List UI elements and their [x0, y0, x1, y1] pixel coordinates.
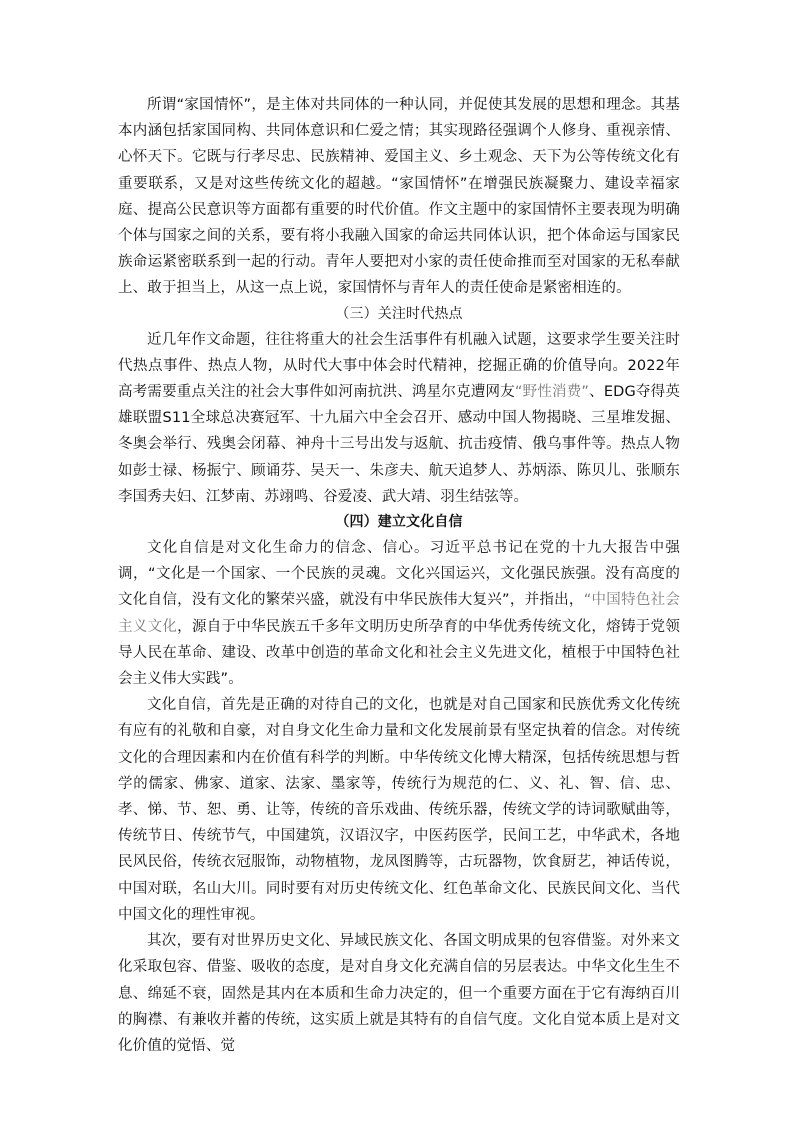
paragraph-own-culture: 文化自信，首先是正确的对待自己的文化，也就是对自己国家和民族优秀文化传统有应有的礼敬和自豪，对自身文化生命力量和文化发展前景有坚定执着的信念。对传统文化的合理因素和内在价值有科学的判断。中华传统文化博大精深，包括传统思想与哲学的儒家、佛家、道家、法家、墨家等，传统行为规范的仁、义、礼、智、信、忠、孝、悌、节、恕、勇、让等，传统的音乐戏曲、传统乐器，传统文学的诗词歌赋曲等，传统节日、传统节气，中国建筑，汉语汉字，中医药医学，民间工艺，中华武术，各地民风民俗，传统衣冠服饰，动物植物，龙凤图腾等，古玩器物，饮食厨艺，神话传说，中国对联，名山大川。同时要有对历史传统文化、红色革命文化、民族民间文化、当代中国文化的理性审视。	[118, 697, 680, 923]
paragraph-family-nation: 所谓“家国情怀”，是主体对共同体的一种认同，并促使其发展的思想和理念。其基本内涵包括家国同构、共同体意识和仁爱之情；其实现路径强调个人修身、重视亲情、心怀天下。它既与行孝尽忠、民族精神、爱国主义、乡土观念、天下为公等传统文化有重要联系，又是对这些传统文化的超越。“家国情怀”在增强民族凝聚力、建设幸福家庭、提高公民意识等方面都有重要的时代价值。作文主题中的家国情怀主要表现为明确个体与国家之间的关系，要有将小我融入国家的命运共同体认识，把个体命运与国家民族命运紧密联系到一起的行动。青年人要把对小家的责任使命推而至对国家的无私奉献上、敢于担当上，从这一点上说，家国情怀与青年人的责任使命是紧密相连的。	[118, 97, 680, 297]
section-heading-hot-topics: （三）关注时代热点	[335, 305, 463, 322]
section-heading-cultural-confidence: （四）建立文化自信	[335, 514, 463, 531]
document-page	[118, 92, 680, 1059]
paragraph-cultural-confidence	[118, 535, 680, 692]
paragraph-cultural-confidence-text-a: 文化自信是对文化生命力的信念、信心。习近平总书记在党的十九大报告中强调，“文化是一个国家、一个民族的灵魂。文化兴国运兴，文化强民族强。没有高度的文化自信，没有文化的繁荣兴盛，就没有中华民族伟大复兴”，并指出，	[118, 540, 680, 609]
paragraph-hot-topics-text-a: 近几年作文命题，往往将重大的社会生活事件有机融入试题，这要求学生要关注时代热点事件、热点人物，从时代大事中体会时代精神，挖掘正确的价值导向。2022年高考需要重点关注的社会大事件如河南抗洪、鸿星尔克遭网友	[118, 331, 680, 401]
paragraph-hot-topics	[118, 327, 680, 510]
paragraph-cultural-confidence-text-c: ，源自于中华民族五千多年文明历史所孕育的中华优秀传统文化，熔铸于党领导人民在革命、建设、改革中创造的革命文化和社会主义先进文化，植根于中国特色社会主义伟大实践”。	[118, 618, 680, 688]
paragraph-hot-topics-text-c: 、EDG夺得英雄联盟S11全球总决赛冠军、十九届六中全会召开、感动中国人物揭晓、三星堆发掘、冬奥会举行、残奥会闭幕、神舟十三号出发与返航、抗击疫情、俄乌事件等。热点人物如彭士禄、杨振宁、顾诵芬、吴天一、朱彦夫、航天追梦人、苏炳添、陈贝儿、张顺东李国秀夫妇、江梦南、苏翊鸣、谷爱凌、武大靖、羽生结弦等。	[118, 384, 680, 505]
quoted-term-wild-consumption: “野性消费”	[514, 384, 590, 401]
paragraph-world-culture: 其次，要有对世界历史文化、异域民族文化、各国文明成果的包容借鉴。对外来文化采取包容、借鉴、吸收的态度，是对自身文化充满自信的另层表达。中华文化生生不息、绵延不衰，固然是其内在本质和生命力决定的，但一个重要方面在于它有海纳百川的胸襟、有兼收并蓄的传统，这实质上就是其特有的自信气度。文化自觉本质上是对文化价值的觉悟、觉	[118, 933, 680, 1054]
quoted-term-socialist-culture: “中国特色社会主义文化	[118, 592, 681, 635]
